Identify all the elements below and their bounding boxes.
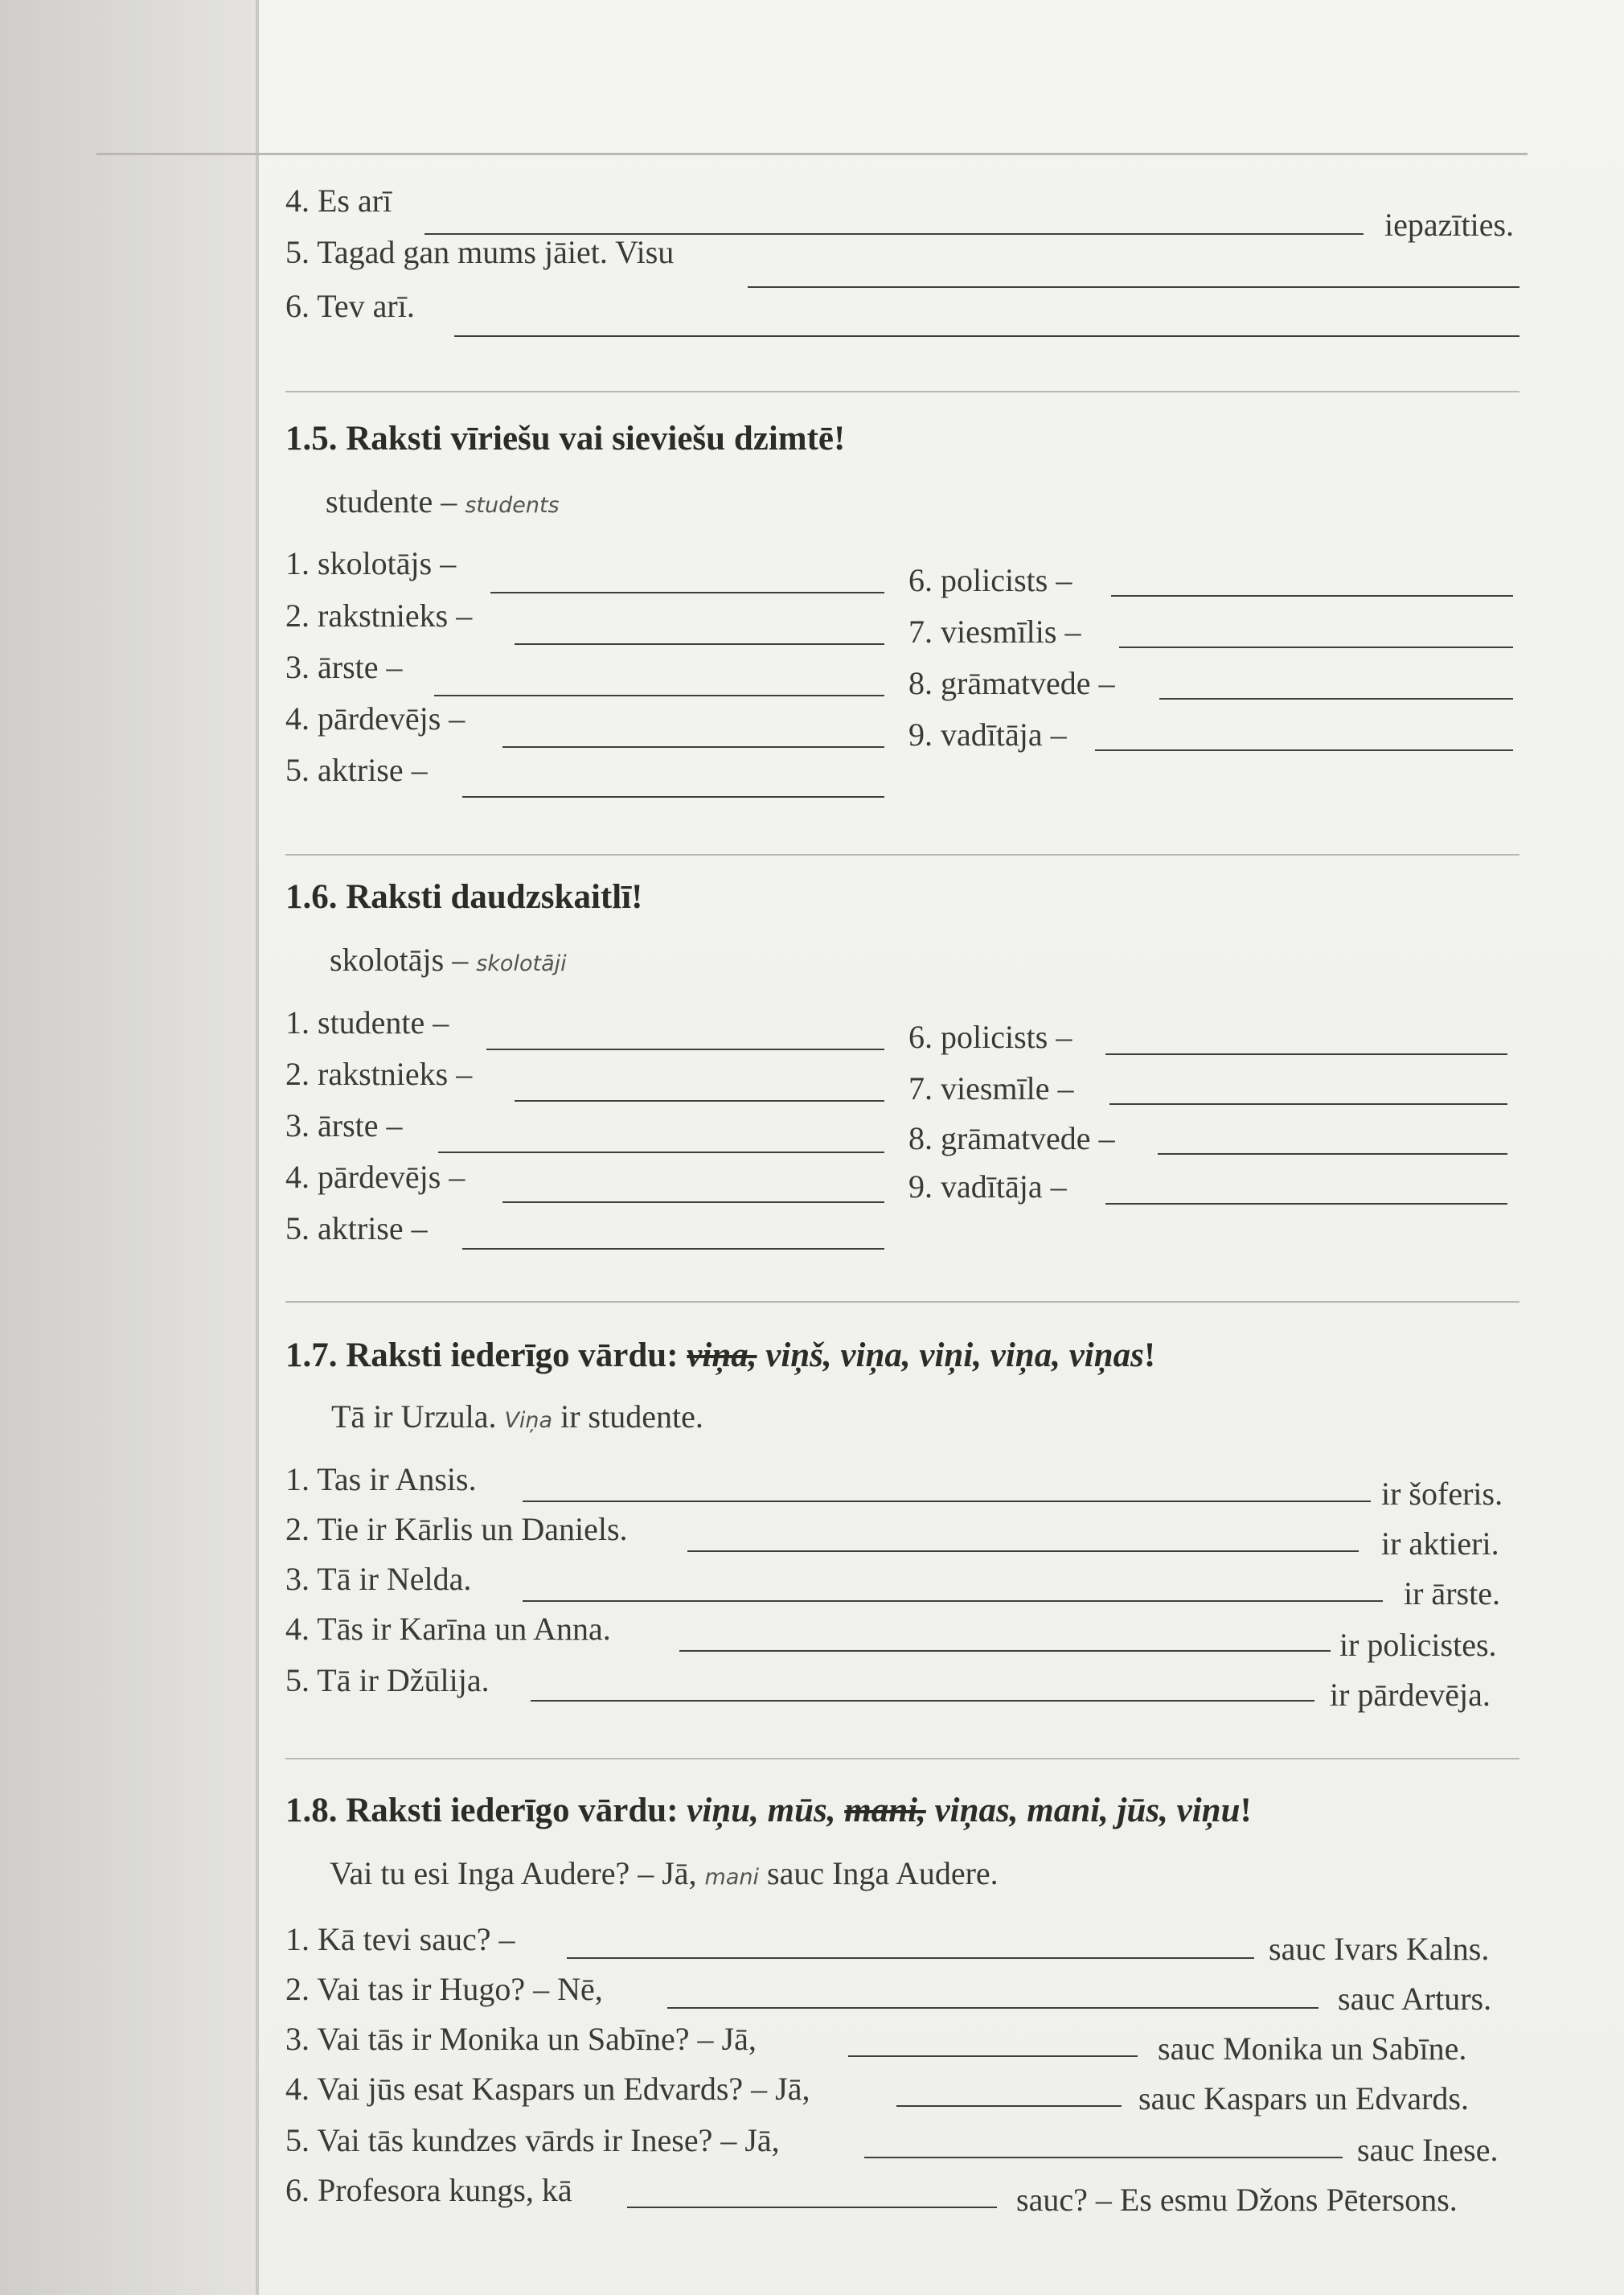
answer-blank[interactable] [1105, 1053, 1507, 1055]
handwritten-example-answer: students [465, 493, 560, 518]
word-bank: viņš, viņa, viņi, viņa, viņas [757, 1336, 1144, 1374]
item-right-col-text: 8. grāmatvede – [908, 1120, 1115, 1156]
answer-blank[interactable] [627, 2207, 997, 2208]
example-prefix: skolotājs – [330, 942, 469, 978]
example-prefix: Vai tu esi Inga Audere? – Jā, [330, 1855, 697, 1891]
item-left-text: 5. Vai tās kundzes vārds ir Inese? – Jā, [285, 2122, 780, 2158]
item-left-text: 3. ārste – [285, 649, 403, 685]
word-bank-part-b: viņas, mani, jūs, viņu [925, 1792, 1241, 1829]
exercise-title: 1.5. Raksti vīriešu vai sieviešu dzimtē! [285, 420, 846, 458]
exercise-title [285, 1335, 1155, 1377]
answer-blank[interactable] [502, 1201, 884, 1203]
item-left-text: 1. skolotājs – [285, 545, 457, 581]
answer-blank[interactable] [454, 335, 1519, 337]
item-right-text: iepazīties. [1384, 207, 1515, 243]
answer-blank[interactable] [1111, 595, 1513, 597]
handwritten-example-answer: skolotāji [476, 951, 567, 976]
exercise-title [285, 1790, 1252, 1832]
answer-blank[interactable] [490, 592, 884, 593]
example-prefix: Tā ir Urzula. [331, 1398, 497, 1435]
item-right-col-text: 7. viesmīlis – [908, 614, 1081, 650]
title-end: ! [1143, 1336, 1156, 1374]
example-line [330, 941, 567, 983]
answer-blank[interactable] [523, 1501, 1371, 1502]
item-right-text: sauc Inese. [1357, 2132, 1499, 2168]
answer-blank[interactable] [531, 1700, 1314, 1702]
answer-blank[interactable] [687, 1550, 1359, 1552]
item-left-text: 1. Kā tevi sauc? – [285, 1921, 515, 1957]
answer-blank[interactable] [1105, 1203, 1507, 1205]
example-line [326, 482, 560, 525]
item-left-text: 2. rakstnieks – [285, 1056, 473, 1092]
item-right-col-text: 7. viesmīle – [908, 1070, 1074, 1106]
answer-blank[interactable] [438, 1152, 884, 1153]
title-end: ! [1240, 1792, 1252, 1829]
handwritten-example-answer: mani [704, 1865, 759, 1890]
answer-blank[interactable] [679, 1650, 1331, 1652]
item-left-text: 6. Profesora kungs, kā [285, 2172, 572, 2208]
answer-blank[interactable] [1158, 1153, 1507, 1155]
answer-blank[interactable] [567, 1957, 1254, 1959]
struck-example-word: mani, [844, 1792, 926, 1829]
answer-blank[interactable] [864, 2157, 1343, 2158]
answer-blank[interactable] [1095, 749, 1513, 751]
item-right-col-text: 6. policists – [908, 562, 1072, 598]
item-left-text: 5. Tā ir Džūlija. [285, 1662, 490, 1698]
item-left-text: 4. pārdevējs – [285, 700, 465, 737]
item-left-text: 4. pārdevējs – [285, 1159, 465, 1195]
word-bank-part-a: viņu, mūs, [687, 1792, 845, 1829]
item-left-text: 5. aktrise – [285, 1210, 428, 1246]
section-divider [285, 391, 1519, 392]
item-right-text: ir šoferis. [1381, 1476, 1503, 1512]
answer-blank[interactable] [462, 796, 884, 798]
answer-blank[interactable] [1119, 647, 1513, 648]
item-right-text: sauc Monika un Sabīne. [1158, 2030, 1467, 2067]
answer-blank[interactable] [896, 2105, 1122, 2107]
item-right-text: sauc Kaspars un Edvards. [1138, 2080, 1469, 2116]
item-right-text: sauc Ivars Kalns. [1269, 1931, 1490, 1967]
item-right-col-text: 6. policists – [908, 1019, 1072, 1055]
section-divider [285, 854, 1519, 856]
answer-blank[interactable] [1109, 1103, 1507, 1105]
section-divider [285, 1301, 1519, 1303]
item-right-text: sauc Arturs. [1338, 1981, 1492, 2017]
item-left-text: 2. Tie ir Kārlis un Daniels. [285, 1511, 628, 1547]
example-prefix: studente – [326, 483, 457, 519]
item-right-text: sauc? – Es esmu Džons Pētersons. [1016, 2182, 1458, 2218]
answer-blank[interactable] [434, 695, 884, 696]
item-left-text: 5. aktrise – [285, 752, 428, 788]
title-prefix: 1.7. Raksti iederīgo vārdu: [285, 1336, 679, 1374]
item-right-col-text: 8. grāmatvede – [908, 665, 1115, 701]
item-left-text: 3. ārste – [285, 1107, 403, 1143]
exercise-title: 1.6. Raksti daudzskaitlī! [285, 878, 643, 916]
item-left-text: 2. rakstnieks – [285, 597, 473, 634]
answer-blank[interactable] [515, 1100, 884, 1102]
title-prefix: 1.8. Raksti iederīgo vārdu: [285, 1792, 679, 1829]
answer-blank[interactable] [462, 1248, 884, 1250]
item-left-text: 4. Vai jūs esat Kaspars un Edvards? – Jā, [285, 2071, 810, 2107]
answer-blank[interactable] [502, 746, 884, 748]
answer-blank[interactable] [486, 1049, 884, 1050]
example-suffix: ir studente. [560, 1398, 703, 1435]
example-line [330, 1854, 999, 1897]
item-right-col-text: 9. vadītāja – [908, 1168, 1067, 1205]
section-divider [285, 1758, 1519, 1759]
item-right-col-text: 9. vadītāja – [908, 716, 1067, 753]
example-line [331, 1398, 703, 1440]
item-left-text: 1. studente – [285, 1004, 449, 1041]
item-left-text: 5. Tagad gan mums jāiet. Visu [285, 234, 675, 270]
book-spine-shadow [0, 0, 256, 2295]
example-suffix: sauc Inga Audere. [767, 1855, 999, 1891]
item-left-text: 2. Vai tas ir Hugo? – Nē, [285, 1971, 603, 2007]
answer-blank[interactable] [667, 2007, 1318, 2009]
item-left-text: 4. Es arī [285, 183, 392, 219]
item-right-text: ir policistes. [1339, 1627, 1497, 1663]
struck-example-word: viņa, [687, 1336, 757, 1374]
answer-blank[interactable] [748, 286, 1519, 288]
handwritten-example-answer: Viņa [504, 1408, 553, 1433]
answer-blank[interactable] [515, 643, 884, 645]
top-rule [96, 153, 1528, 155]
answer-blank[interactable] [848, 2055, 1138, 2057]
item-left-text: 3. Tā ir Nelda. [285, 1561, 472, 1597]
item-left-text: 6. Tev arī. [285, 288, 415, 324]
item-left-text: 4. Tās ir Karīna un Anna. [285, 1611, 611, 1647]
item-right-text: ir pārdevēja. [1330, 1677, 1491, 1713]
item-left-text: 1. Tas ir Ansis. [285, 1461, 477, 1497]
item-right-text: ir aktieri. [1381, 1525, 1499, 1562]
answer-blank[interactable] [1159, 698, 1513, 700]
answer-blank[interactable] [523, 1600, 1383, 1602]
item-left-text: 3. Vai tās ir Monika un Sabīne? – Jā, [285, 2021, 757, 2057]
item-right-text: ir ārste. [1404, 1575, 1500, 1611]
